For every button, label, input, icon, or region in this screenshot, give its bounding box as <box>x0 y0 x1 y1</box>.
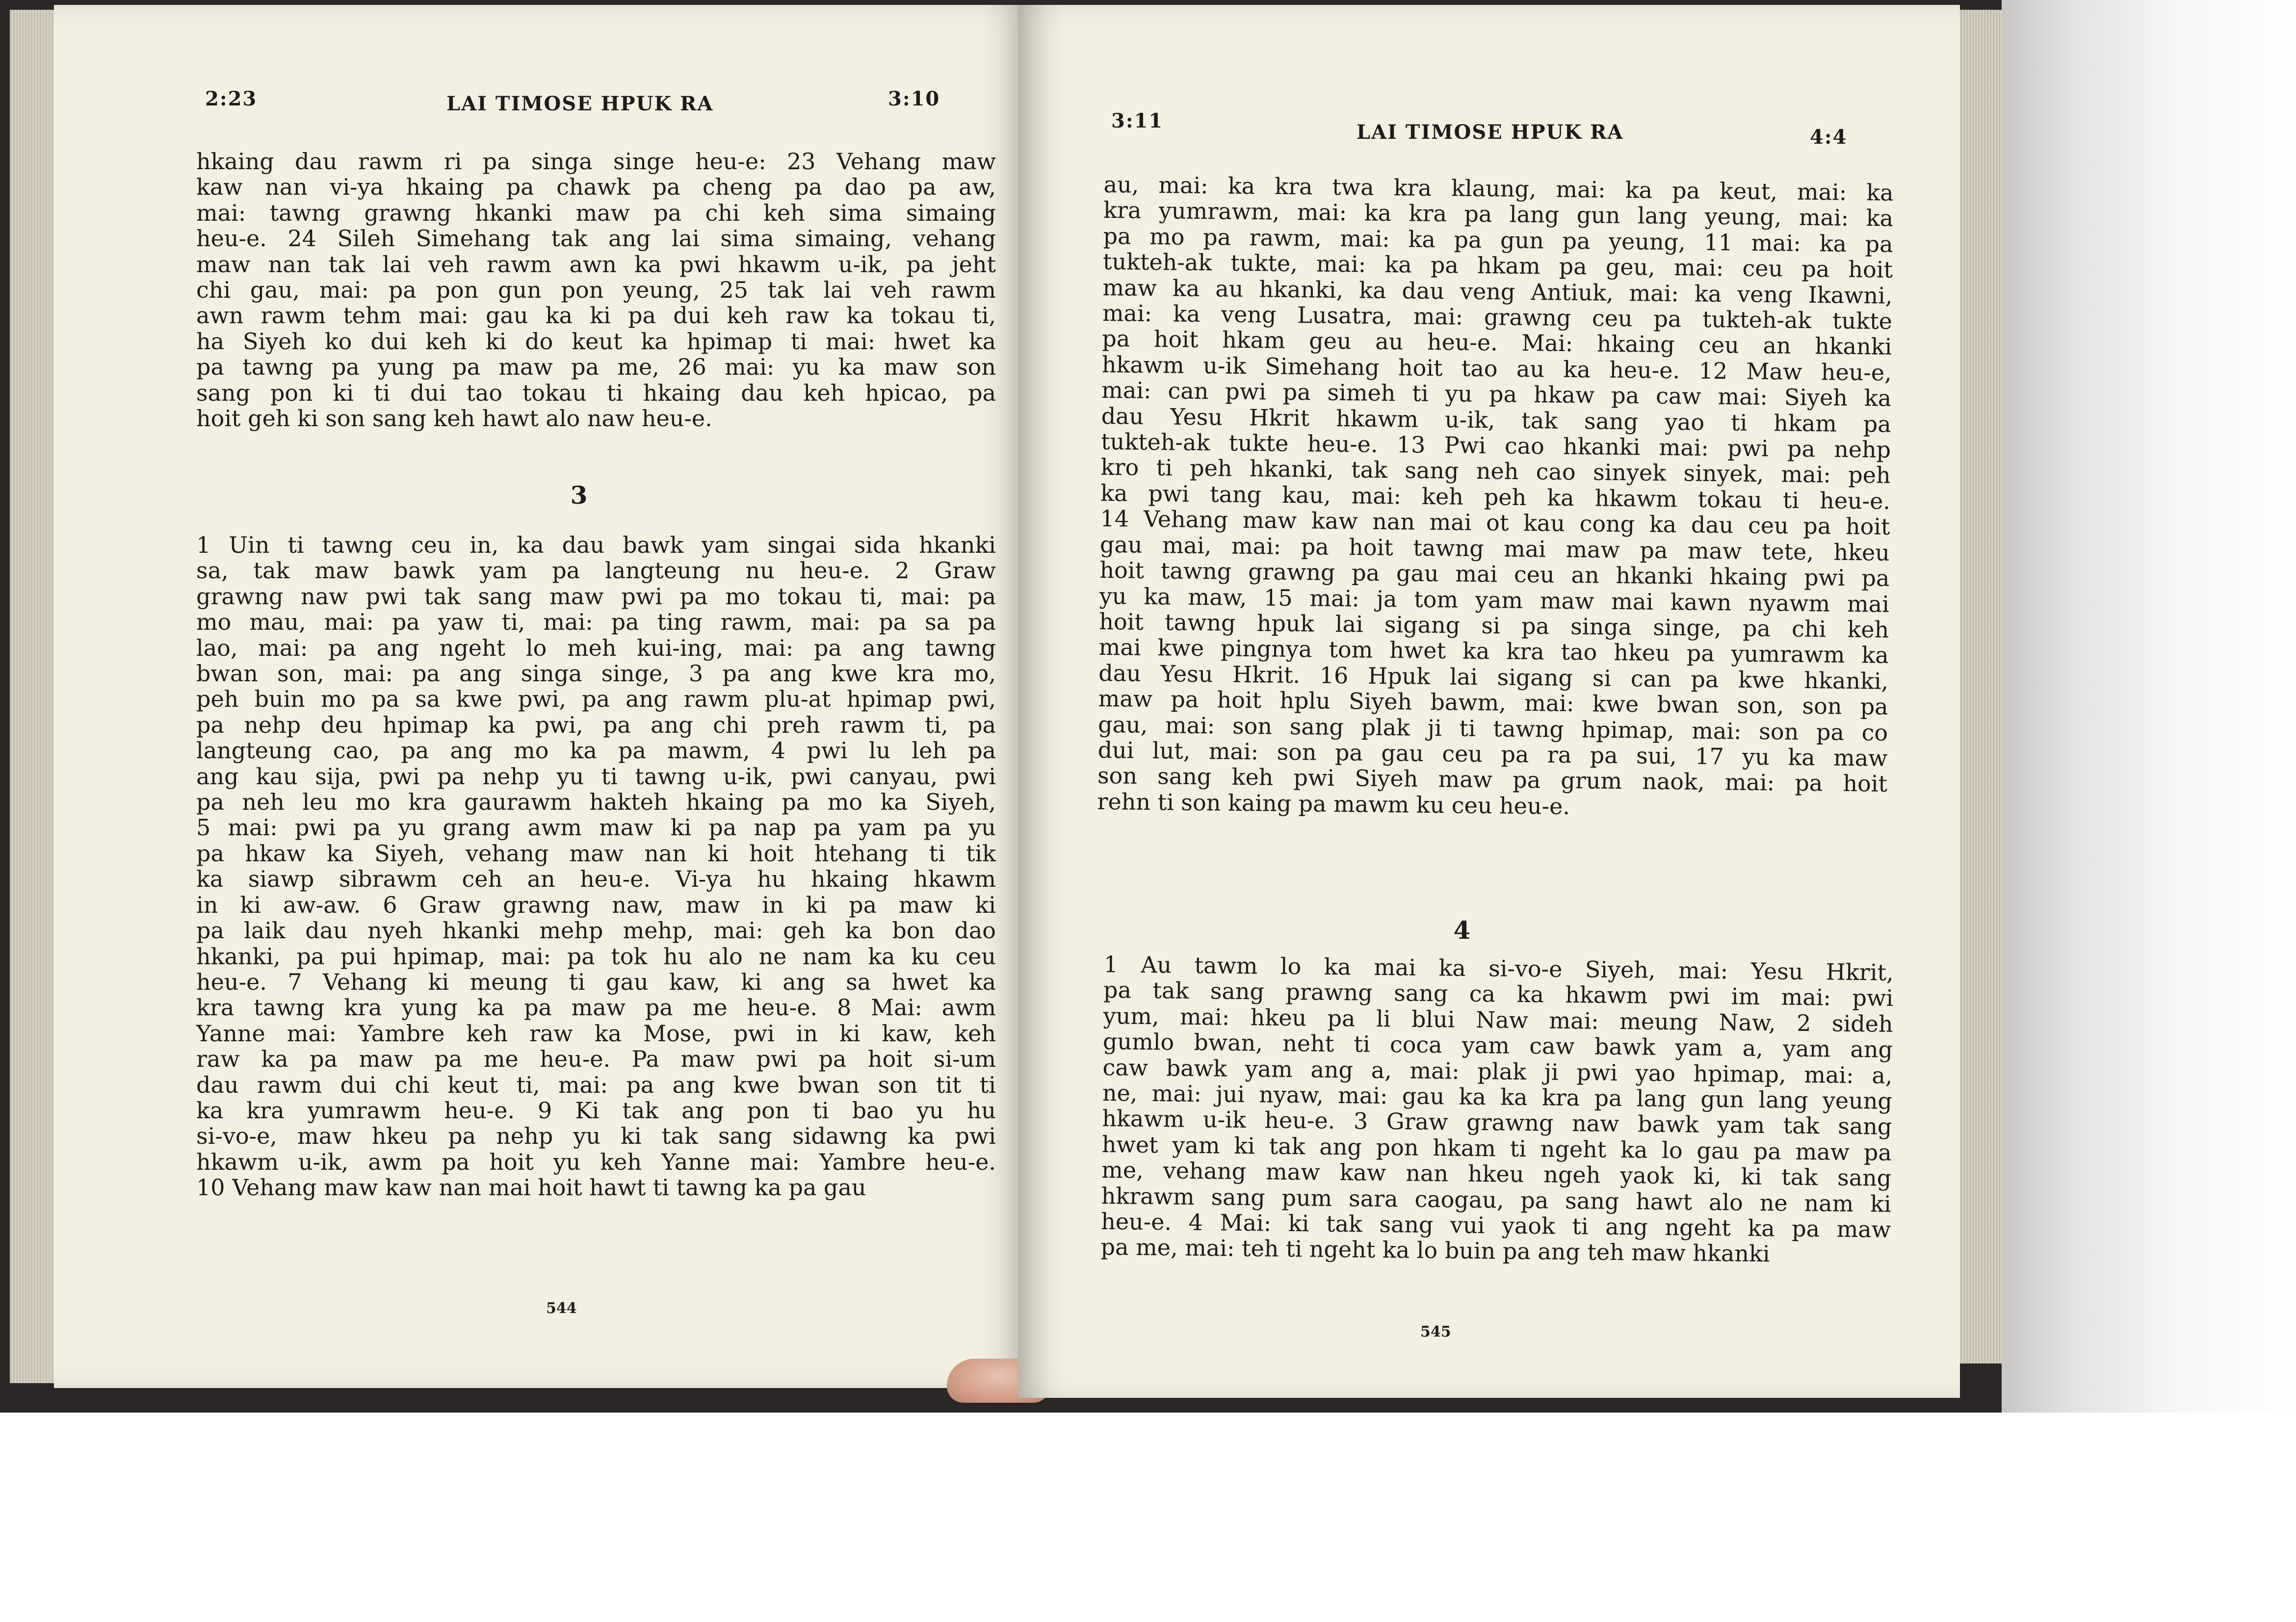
right-folio: 545 <box>1420 1323 1451 1340</box>
left-chapter-3-text <box>196 532 996 1201</box>
text-line: hoit tawng grawng pa gau mai ceu an hkanki hkaing pwi pa <box>1099 557 1890 592</box>
text-line: dau rawm dui chi keut ti, mai: pa ang kwe bwan son tit ti <box>196 1071 996 1098</box>
text-line: ka siawp sibrawm ceh an heu-e. Vi-ya hu hkaing hkawm <box>196 866 996 893</box>
text-line: 1 Au tawm lo ka mai ka si-vo-e Siyeh, mai: Yesu Hkrit, <box>1103 951 1894 986</box>
text-line: si-vo-e, maw hkeu pa nehp yu ki tak sang sidawng ka pwi <box>196 1123 996 1150</box>
text-line: dau Yesu Hkrit. 16 Hpuk lai sigang si can pa kwe hkanki, <box>1098 659 1889 695</box>
chapter-number-3: 3 <box>570 481 588 510</box>
text-line: 14 Vehang maw kaw nan mai ot kau cong ka dau ceu pa hoit <box>1100 505 1890 541</box>
text-line: dui lut, mai: son pa gau ceu pa ra pa sui, 17 yu ka maw <box>1097 736 1888 772</box>
left-header-verse-start: 2:23 <box>205 87 258 110</box>
text-line: maw nan tak lai veh rawm awn ka pwi hkawm u-ik, pa jeht <box>196 251 996 278</box>
left-paragraph-continuation <box>196 149 996 431</box>
text-line: hkawm u-ik, awm pa hoit yu keh Yanne mai: Yambre heu-e. <box>196 1148 996 1175</box>
text-line: hkrawm sang pum sara caogau, pa sang hawt alo ne nam ki <box>1101 1182 1891 1217</box>
text-line: yum, mai: hkeu pa li blui Naw mai: meung Naw, 2 sideh <box>1103 1002 1893 1037</box>
text-line: pa neh leu mo kra gaurawm hakteh hkaing pa mo ka Siyeh, <box>196 789 996 816</box>
text-line: hkawm u-ik heu-e. 3 Graw grawng naw bawk yam tak sang <box>1102 1105 1892 1140</box>
text-line: sang pon ki ti dui tao tokau ti hkaing dau keh hpicao, pa <box>196 379 996 406</box>
text-line: me, vehang maw kaw nan hkeu ngeh yaok ki, ki tak sang <box>1101 1157 1892 1192</box>
text-line: ne, mai: jui nyaw, mai: gau ka ka kra pa lang gun lang yeung <box>1102 1080 1893 1114</box>
text-line: pa tawng pa yung pa maw pa me, 26 mai: yu ka maw son <box>196 354 996 381</box>
text-line: heu-e. 7 Vehang ki meung ti gau kaw, ki ang sa hwet ka <box>196 968 996 995</box>
text-line: heu-e. 24 Sileh Simehang tak ang lai sima simaing, vehang <box>196 225 996 252</box>
text-line: Yanne mai: Yambre keh raw ka Mose, pwi in ki kaw, keh <box>196 1020 996 1047</box>
text-line: mai kwe pingnya tom hwet ka kra tao hkeu pa yumrawm ka <box>1098 634 1889 669</box>
text-line: pa hoit hkam geu au heu-e. Mai: hkaing ceu an hkanki <box>1102 325 1892 360</box>
text-line: heu-e. 4 Mai: ki tak sang vui yaok ti ang ngeht ka pa maw <box>1100 1208 1891 1243</box>
text-line: pa nehp deu hpimap ka pwi, pa ang chi preh rawm ti, pa <box>196 711 996 738</box>
text-line: in ki aw-aw. 6 Graw grawng naw, maw in ki pa maw ki <box>196 891 996 918</box>
text-line: kra yumrawm, mai: ka kra pa lang gun lang yeung, mai: ka <box>1103 197 1894 232</box>
right-page <box>1018 5 1960 1398</box>
text-line: pa hkaw ka Siyeh, vehang maw nan ki hoit htehang ti tik <box>196 840 996 867</box>
text-line: lao, mai: pa ang ngeht lo meh kui-ing, mai: pa ang tawng <box>196 634 996 661</box>
text-line: chi gau, mai: pa pon gun pon yeung, 25 tak lai veh rawm <box>196 277 996 304</box>
text-line: langteung cao, pa ang mo ka pa mawm, 4 pwi lu leh pa <box>196 737 996 764</box>
text-line: mai: ka veng Lusatra, mai: grawng ceu pa tukteh-ak tukte <box>1102 300 1893 335</box>
text-line: peh buin mo pa sa kwe pwi, pa ang rawm plu-at hpimap pwi, <box>196 686 996 713</box>
left-header-verse-end: 3:10 <box>888 87 940 110</box>
text-line: rehn ti son kaing pa mawm ku ceu heu-e. <box>1097 788 1570 820</box>
left-header-title: LAI TIMOSE HPUK RA <box>446 92 714 115</box>
scanner-glare <box>2002 0 2296 1413</box>
right-header-verse-end: 4:4 <box>1810 126 1848 149</box>
text-line: gau, mai: son sang plak ji ti tawng hpimap, mai: son pa co <box>1097 711 1888 746</box>
text-line: dau Yesu Hkrit hkawm u-ik, tak sang yao ti hkam pa <box>1101 402 1891 438</box>
text-line: mo mau, mai: pa yaw ti, mai: pa ting rawm, mai: pa sa pa <box>196 609 996 636</box>
text-line: 1 Uin ti tawng ceu in, ka dau bawk yam singai sida hkanki <box>196 532 996 558</box>
text-line: pa me, mai: teh ti ngeht ka lo buin pa ang teh maw hkanki <box>1100 1234 1770 1267</box>
text-line: bwan son, mai: pa ang singa singe, 3 pa ang kwe kra mo, <box>196 660 996 687</box>
right-header-title: LAI TIMOSE HPUK RA <box>1357 121 1624 144</box>
text-line: tukteh-ak tukte, mai: ka pa hkam pa geu, mai: ceu pa hoit <box>1102 248 1893 283</box>
right-paragraph-continuation <box>1097 172 1894 823</box>
chapter-number-4: 4 <box>1453 916 1471 945</box>
text-line: gumlo bwan, neht ti coca yam caw bawk yam a, yam ang <box>1102 1028 1893 1063</box>
text-line: mai: can pwi pa simeh ti yu pa hkaw pa caw mai: Siyeh ka <box>1101 377 1892 412</box>
text-line: kro ti peh hkanki, tak sang neh cao sinyek sinyek, mai: peh <box>1100 454 1891 489</box>
right-page-edges <box>1960 10 2002 1364</box>
text-line: yu ka maw, 15 mai: ja tom yam maw mai kawn nyawm mai <box>1099 582 1890 618</box>
text-line: grawng naw pwi tak sang maw pwi pa mo tokau ti, mai: pa <box>196 583 996 610</box>
text-line: ka kra yumrawm heu-e. 9 Ki tak ang pon ti bao yu hu <box>196 1097 996 1124</box>
text-line: 5 mai: pwi pa yu grang awm maw ki pa nap pa yam pa yu <box>196 814 996 841</box>
right-chapter-4-text <box>1100 952 1893 1268</box>
text-line: 10 Vehang maw kaw nan mai hoit hawt ti tawng ka pa gau <box>196 1174 866 1201</box>
text-line: hkawm u-ik Simehang hoit tao au ka heu-e. 12 Maw heu-e, <box>1101 351 1892 386</box>
text-line: pa tak sang prawng sang ca ka hkawm pwi im mai: pwi <box>1103 977 1894 1012</box>
text-line: son sang keh pwi Siyeh maw pa grum naok, mai: pa hoit <box>1097 762 1888 798</box>
text-line: pa mo pa rawm, mai: ka pa gun pa yeung, 11 mai: ka pa <box>1103 222 1893 257</box>
text-line: hoit tawng hpuk lai sigang si pa singa singe, pa chi keh <box>1099 608 1889 643</box>
text-line: ang kau sija, pwi pa nehp yu ti tawng u-ik, pwi canyau, pwi <box>196 763 996 790</box>
text-line: ka pwi tang kau, mai: keh peh ka hkawm tokau ti heu-e. <box>1100 479 1891 515</box>
text-line: raw ka pa maw pa me heu-e. Pa maw pwi pa hoit si-um <box>196 1046 996 1073</box>
text-line: maw pa hoit hplu Siyeh bawm, mai: kwe bwan son, son pa <box>1098 685 1888 720</box>
text-line: au, mai: ka kra twa kra klaung, mai: ka pa keut, mai: ka <box>1103 171 1894 206</box>
text-line: tukteh-ak tukte heu-e. 13 Pwi cao hkanki mai: pwi pa nehp <box>1100 428 1891 463</box>
text-line: pa laik dau nyeh hkanki mehp mehp, mai: geh ka bon dao <box>196 917 996 944</box>
text-line: sa, tak maw bawk yam pa langteung nu heu-e. 2 Graw <box>196 557 996 584</box>
text-line: kra tawng kra yung ka pa maw pa me heu-e. 8 Mai: awm <box>196 994 996 1021</box>
left-folio: 544 <box>546 1300 577 1317</box>
text-line: hoit geh ki son sang keh hawt alo naw heu-e. <box>196 405 712 432</box>
text-line: kaw nan vi-ya hkaing pa chawk pa cheng pa dao pa aw, <box>196 174 996 201</box>
text-line: mai: tawng grawng hkanki maw pa chi keh sima simaing <box>196 199 996 226</box>
text-line: ha Siyeh ko dui keh ki do keut ka hpimap ti mai: hwet ka <box>196 328 996 355</box>
text-line: caw bawk yam ang a, mai: plak ji pwi yao hpimap, mai: a, <box>1102 1054 1893 1089</box>
right-header-verse-start: 3:11 <box>1111 109 1164 132</box>
text-line: maw ka au hkanki, ka dau veng Antiuk, mai: ka veng Ikawni, <box>1102 274 1893 309</box>
text-line: hkaing dau rawm ri pa singa singe heu-e: 23 Vehang maw <box>196 148 996 175</box>
left-page <box>54 5 1028 1388</box>
text-line: awn rawm tehm mai: gau ka ki pa dui keh raw ka tokau ti, <box>196 302 996 329</box>
text-line: hkanki, pa pui hpimap, mai: pa tok hu alo ne nam ka ku ceu <box>196 943 996 970</box>
text-line: hwet yam ki tak ang pon hkam ti ngeht ka lo gau pa maw pa <box>1101 1131 1892 1166</box>
text-line: gau mai, mai: pa hoit tawng mai maw pa maw tete, hkeu <box>1099 531 1890 566</box>
